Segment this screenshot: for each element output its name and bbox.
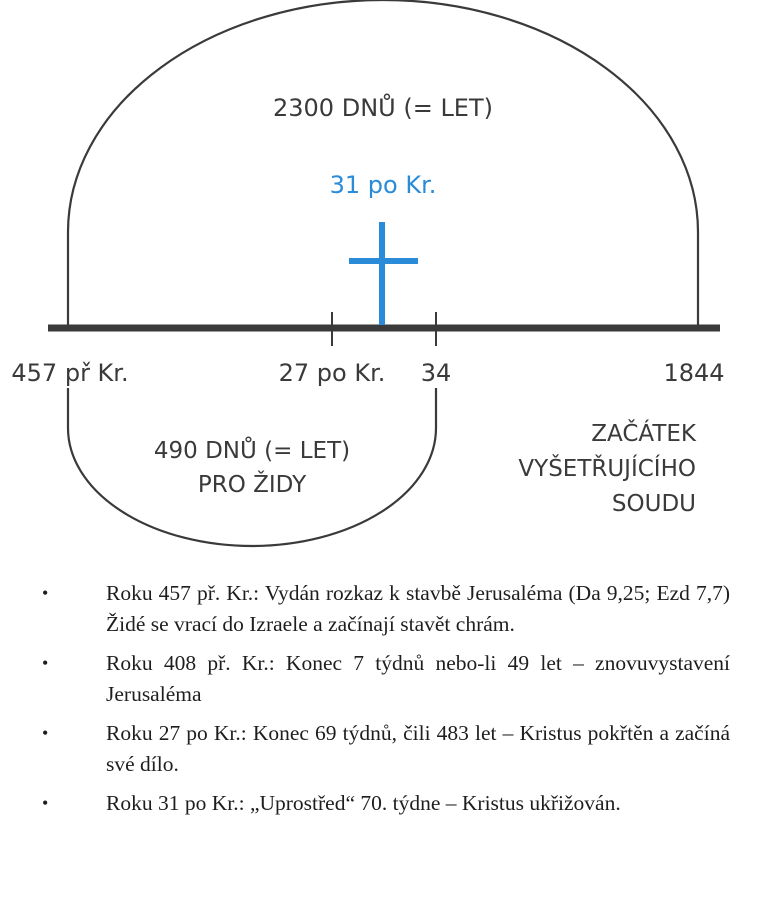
bullet-text: Roku 408 př. Kr.: Konec 7 týdnů nebo-li 49 let – znovuvystavení Jerusaléma	[106, 651, 730, 706]
tick-label-34: 34	[420, 359, 452, 387]
tick-label-1844: 1844	[663, 359, 725, 387]
bullet-icon: •	[42, 723, 49, 743]
lower-arc-490	[68, 388, 436, 546]
cross-label: 31 po Kr.	[329, 171, 437, 199]
cross-icon	[349, 222, 418, 325]
lower-arc-label-line1: 490 DNŮ (= LET)	[153, 438, 351, 464]
tick-label-457: 457 př Kr.	[11, 359, 129, 387]
lower-arc-label-line2: PRO ŽIDY	[197, 472, 307, 498]
tick-label-27: 27 po Kr.	[278, 359, 386, 387]
bullet-icon: •	[42, 653, 49, 673]
bullet-icon: •	[42, 793, 49, 813]
right-caption-line2: VYŠETŘUJÍCÍHO	[518, 456, 696, 482]
bullet-text: Roku 457 př. Kr.: Vydán rozkaz k stavbě Jerusaléma (Da 9,25; Ezd 7,7) Židé se vrací do Izraele a začínají stavět chrám.	[106, 581, 730, 636]
bullet-list	[40, 578, 730, 827]
right-caption-line3: SOUDU	[611, 491, 696, 517]
right-caption-line1: ZAČÁTEK	[591, 421, 696, 447]
bullet-text: Roku 27 po Kr.: Konec 69 týdnů, čili 483 let – Kristus pokřtěn a začíná své dílo.	[106, 721, 730, 776]
list-item	[40, 648, 730, 710]
bullet-text: Roku 31 po Kr.: „Uprostřed“ 70. týdne – Kristus ukřižován.	[106, 791, 621, 815]
list-item	[40, 718, 730, 780]
bullet-icon: •	[42, 583, 49, 603]
upper-arc-label: 2300 DNŮ (= LET)	[273, 94, 493, 122]
list-item	[40, 578, 730, 640]
list-item	[40, 788, 730, 819]
